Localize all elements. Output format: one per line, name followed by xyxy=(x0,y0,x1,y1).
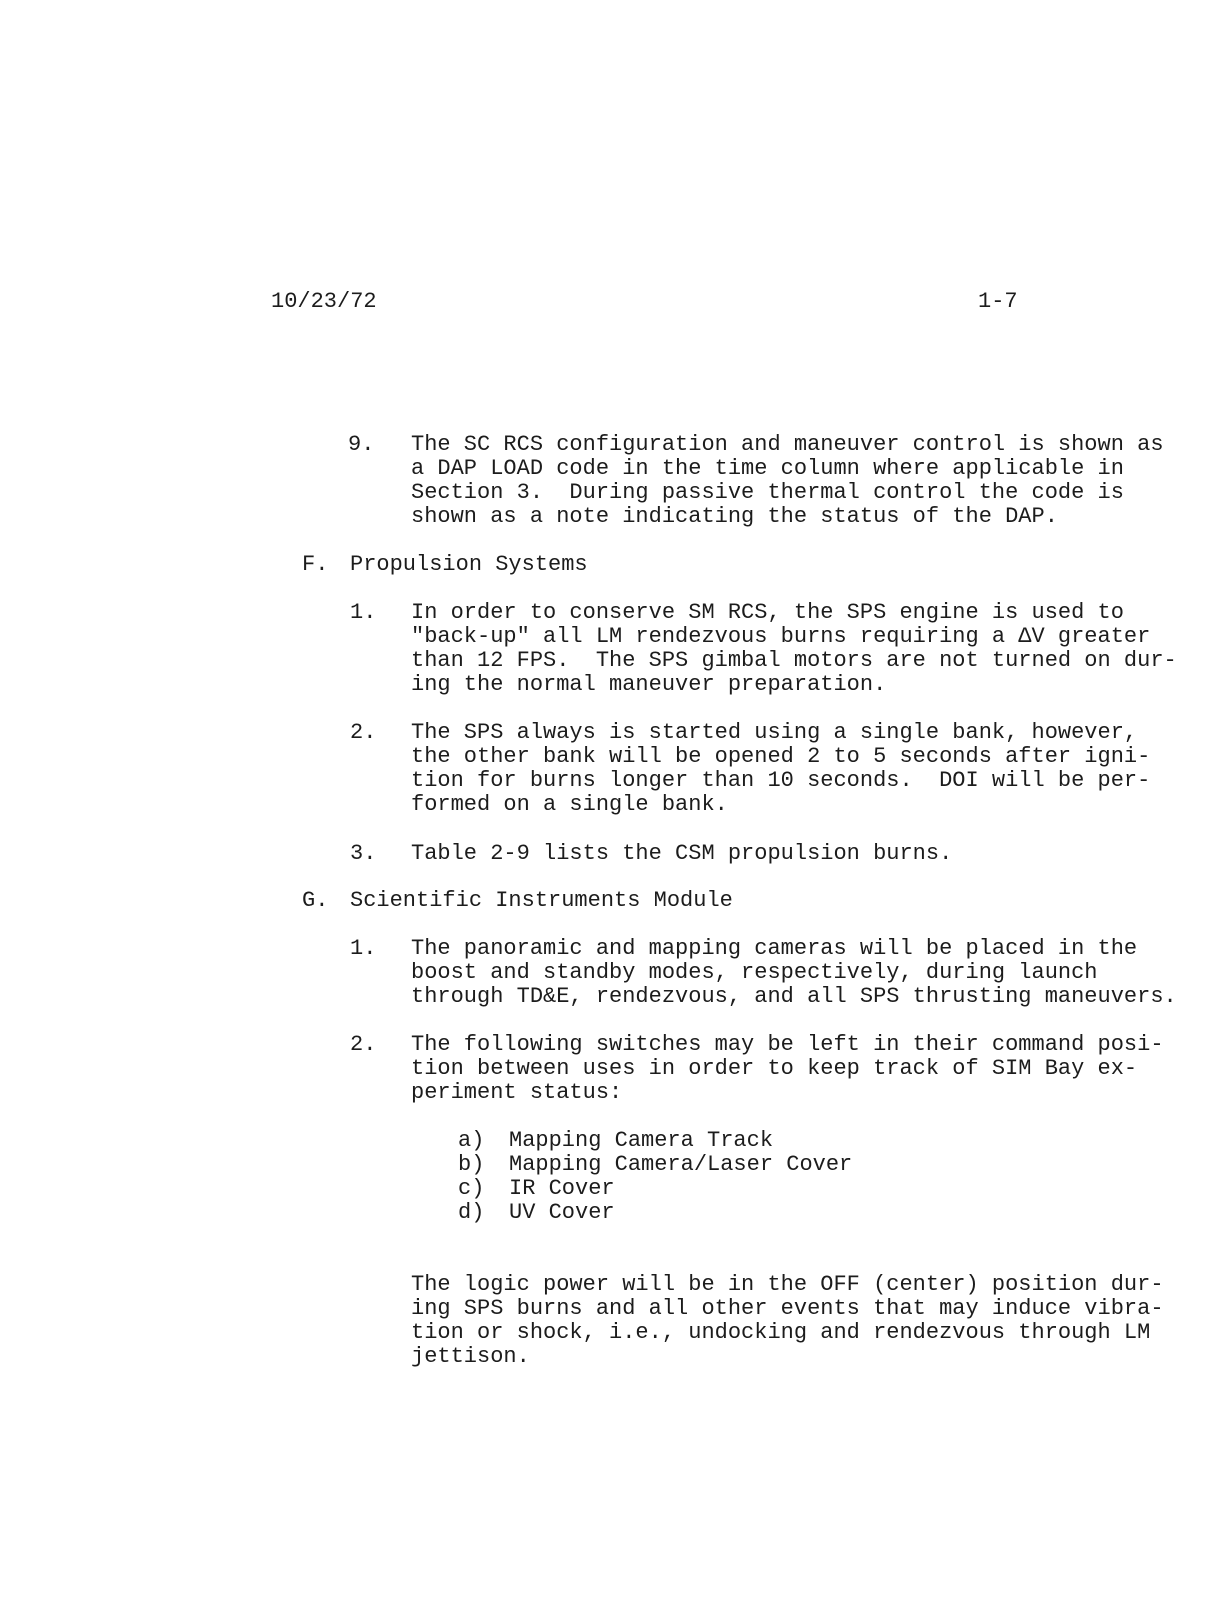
text-line: periment status: xyxy=(411,1080,623,1105)
list-item-text: Mapping Camera/Laser Cover xyxy=(509,1152,853,1177)
text-line: shown as a note indicating the status of the DAP. xyxy=(411,504,1058,529)
section-title: Propulsion Systems xyxy=(350,552,588,577)
text-line: tion or shock, i.e., undocking and rendezvous through LM xyxy=(411,1320,1151,1345)
text-line: than 12 FPS. The SPS gimbal motors are not turned on dur- xyxy=(411,648,1177,673)
text-line: the other bank will be opened 2 to 5 seconds after igni- xyxy=(411,744,1151,769)
item-number: 1. xyxy=(350,936,377,961)
text-line: The SC RCS configuration and maneuver control is shown as xyxy=(411,432,1164,457)
text-line: boost and standby modes, respectively, during launch xyxy=(411,960,1098,985)
item-number: 9. xyxy=(348,432,375,457)
text-line: through TD&E, rendezvous, and all SPS thrusting maneuvers. xyxy=(411,984,1177,1009)
text-line: Table 2-9 lists the CSM propulsion burns. xyxy=(411,841,953,866)
text-line: ing the normal maneuver preparation. xyxy=(411,672,887,697)
item-number: 1. xyxy=(350,600,377,625)
list-marker: b) xyxy=(458,1152,485,1177)
section-letter: G. xyxy=(302,888,329,913)
text-line: ing SPS burns and all other events that may induce vibra- xyxy=(411,1296,1164,1321)
text-line: The panoramic and mapping cameras will be placed in the xyxy=(411,936,1138,961)
item-number: 2. xyxy=(350,1032,377,1057)
header-date: 10/23/72 xyxy=(271,289,377,314)
text-line: tion for burns longer than 10 seconds. DOI will be per- xyxy=(411,768,1151,793)
section-title: Scientific Instruments Module xyxy=(350,888,733,913)
text-line: The following switches may be left in their command posi- xyxy=(411,1032,1164,1057)
list-item-text: IR Cover xyxy=(509,1176,615,1201)
list-item-text: UV Cover xyxy=(509,1200,615,1225)
list-item-text: Mapping Camera Track xyxy=(509,1128,774,1153)
text-line: The logic power will be in the OFF (center) position dur- xyxy=(411,1272,1164,1297)
text-line: tion between uses in order to keep track of SIM Bay ex- xyxy=(411,1056,1138,1081)
list-marker: d) xyxy=(458,1200,485,1225)
item-number: 3. xyxy=(350,841,377,866)
text-line: The SPS always is started using a single bank, however, xyxy=(411,720,1138,745)
text-line: "back-up" all LM rendezvous burns requiring a ΔV greater xyxy=(411,624,1151,649)
text-line: formed on a single bank. xyxy=(411,792,728,817)
text-line: In order to conserve SM RCS, the SPS engine is used to xyxy=(411,600,1124,625)
list-marker: a) xyxy=(458,1128,485,1153)
header-page-number: 1-7 xyxy=(978,289,1018,314)
item-number: 2. xyxy=(350,720,377,745)
text-line: a DAP LOAD code in the time column where applicable in xyxy=(411,456,1124,481)
list-marker: c) xyxy=(458,1176,485,1201)
text-line: Section 3. During passive thermal control the code is xyxy=(411,480,1124,505)
text-line: jettison. xyxy=(411,1344,530,1369)
section-letter: F. xyxy=(302,552,329,577)
